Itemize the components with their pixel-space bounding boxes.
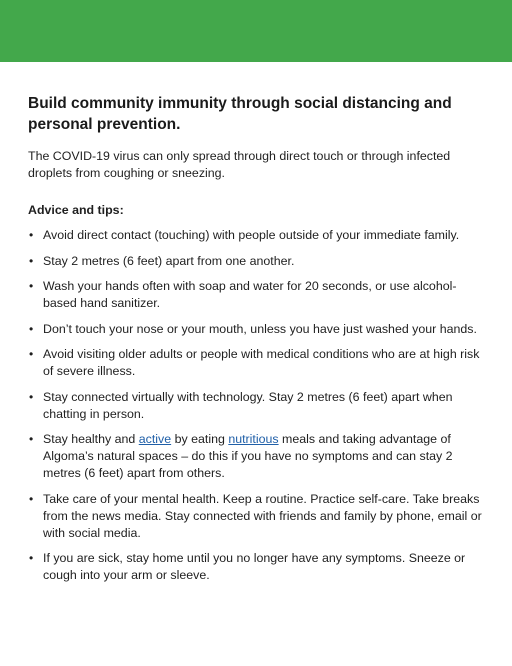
bullet-icon: • [29, 551, 34, 565]
header-banner [0, 0, 512, 62]
active-link[interactable]: active [138, 432, 172, 446]
advice-heading: Advice and tips: [28, 203, 124, 217]
list-item [28, 389, 484, 423]
tip-text: Don’t touch your nose or your mouth, unless you have just washed your hands. [43, 321, 477, 336]
nutritious-link[interactable]: nutritious [228, 432, 279, 446]
tip-text-mid: by eating [171, 432, 229, 446]
tip-text: If you are sick, stay home until you no longer have any symptoms. Sneeze or cough into your arm or sleeve. [43, 551, 466, 582]
bullet-icon: • [29, 491, 34, 506]
page-title: Build community immunity through social distancing and personal prevention. [28, 95, 452, 133]
tip-text: Stay 2 metres (6 feet) apart from one another. [43, 253, 295, 268]
bullet-icon: • [29, 432, 34, 446]
tip-text: Stay connected virtually with technology. Stay 2 metres (6 feet) apart when chatting in person. [43, 389, 453, 421]
list-item [28, 278, 484, 312]
tip-text: Avoid direct contact (touching) with people outside of your immediate family. [43, 228, 460, 242]
tip-text-pre: Stay healthy and [43, 432, 139, 446]
main-content [0, 93, 512, 584]
tips-list [28, 227, 484, 584]
list-item [28, 321, 484, 338]
intro-paragraph: The COVID-19 virus can only spread through direct touch or through infected droplets from coughing or sneezing. [28, 149, 451, 180]
bullet-icon: • [29, 389, 34, 404]
bullet-icon: • [29, 228, 34, 242]
list-item [28, 253, 484, 270]
bullet-icon: • [29, 279, 34, 293]
bullet-icon: • [29, 321, 34, 336]
list-item [28, 227, 484, 244]
list-item [28, 550, 484, 584]
list-item [28, 346, 484, 380]
tip-text: Avoid visiting older adults or people with medical conditions who are at high risk of severe illness. [43, 347, 480, 378]
list-item [28, 491, 484, 542]
tip-text: Wash your hands often with soap and water for 20 seconds, or use alcohol-based hand sanitizer. [43, 279, 457, 310]
bullet-icon: • [29, 347, 34, 361]
tip-text: Take care of your mental health. Keep a routine. Practice self-care. Take breaks from the news media. Stay connected with friends and family by phone, email or with social media. [43, 491, 482, 540]
bullet-icon: • [29, 253, 34, 268]
tip-text-post: meals and taking advantage of Algoma’s natural spaces – do this if you have no symptoms and can stay 2 metres (6 feet) apart from others. [43, 432, 453, 480]
list-item [28, 431, 484, 482]
